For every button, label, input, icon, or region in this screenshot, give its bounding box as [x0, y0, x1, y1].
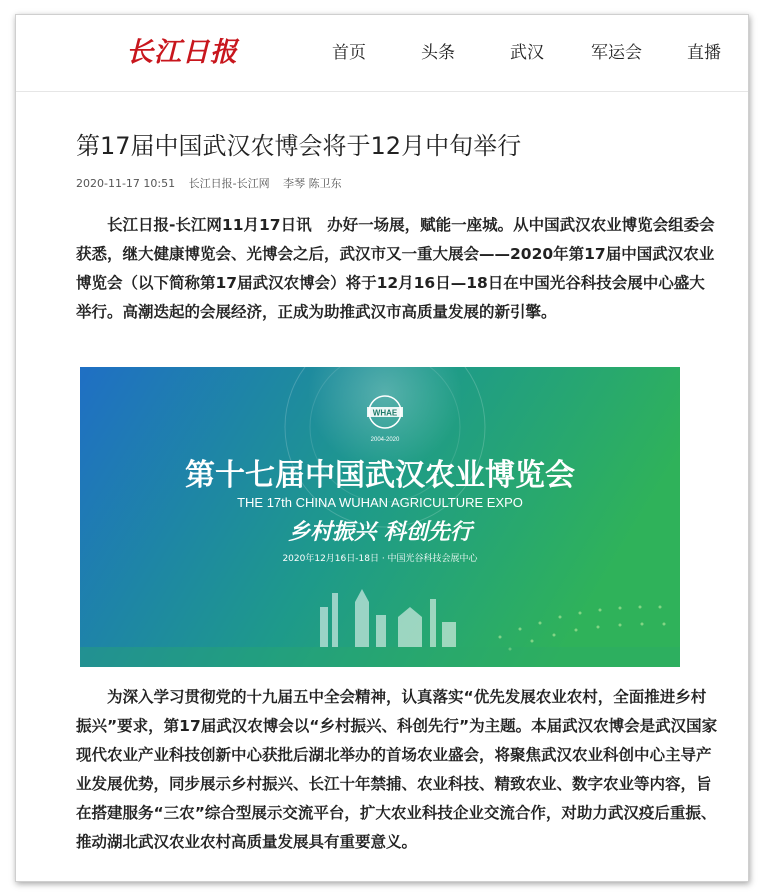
nav-item-wuhan[interactable]: 武汉 — [510, 43, 544, 63]
page-frame — [15, 14, 749, 882]
main-nav — [16, 39, 748, 69]
site-logo[interactable]: 长江日报 — [126, 37, 238, 68]
article-paragraph: 为深入学习贯彻党的十九届五中全会精神，认真落实“优先发展农业农村，全面推进乡村振兴”要求，第17届武汉农博会以“乡村振兴、科创先行”为主题。本届武汉农博会是武汉国家现代农业产业科技创新中心获批后湖北举办的首场农业盛会，将聚焦武汉农业科创中心主导产业发展优势，同步展示乡村振兴、长江十年禁捕、农业科技、精致农业、数字农业等内容，旨在搭建服务“三农”综合型展示交流平台，扩大农业科技企业交流合作，对助力武汉疫后重振、推动湖北武汉农业农村高质量发展具有重要意义。 — [76, 688, 718, 851]
banner-logo-text: WHAE — [372, 408, 398, 418]
nav-item-live[interactable]: 直播 — [687, 43, 721, 63]
banner-date-venue: 2020年12月16日-18日 · 中国光谷科技会展中心 — [282, 554, 478, 564]
banner-title-cn: 第十七届中国武汉农业博览会 — [185, 458, 575, 493]
site-header — [16, 15, 748, 92]
nav-item-military-games[interactable]: 军运会 — [591, 43, 642, 63]
banner-title-en: THE 17th CHINA WUHAN AGRICULTURE EXPO — [237, 495, 523, 510]
nav-item-home[interactable]: 首页 — [332, 43, 366, 63]
article-authors: 李琴 陈卫东 — [283, 177, 342, 190]
article-meta — [76, 175, 352, 191]
banner-slogan: 乡村振兴 科创先行 — [288, 520, 472, 545]
nav-item-headlines[interactable]: 头条 — [421, 43, 455, 63]
article-date: 2020-11-17 10:51 — [76, 177, 176, 190]
article-paragraph: 长江日报-长江网11月17日讯 办好一场展，赋能一座城。从中国武汉农业博览会组委会获悉，继大健康博览会、光博会之后，武汉市又一重大展会——2020年第17届中国武汉农业博览会（以下简称第17届武汉农博会）将于12月16日—18日在中国光谷科技会展中心盛大举行。高潮迭起的会展经济，正成为助推武汉市高质量发展的新引擎。 — [76, 216, 715, 321]
banner-logo-years: 2004-2020 — [370, 437, 400, 443]
banner-graphic — [80, 367, 680, 667]
expo-banner-image — [80, 367, 680, 667]
article-source[interactable]: 长江日报-长江网 — [188, 177, 270, 190]
article-title: 第17届中国武汉农博会将于12月中旬举行 — [76, 132, 522, 160]
